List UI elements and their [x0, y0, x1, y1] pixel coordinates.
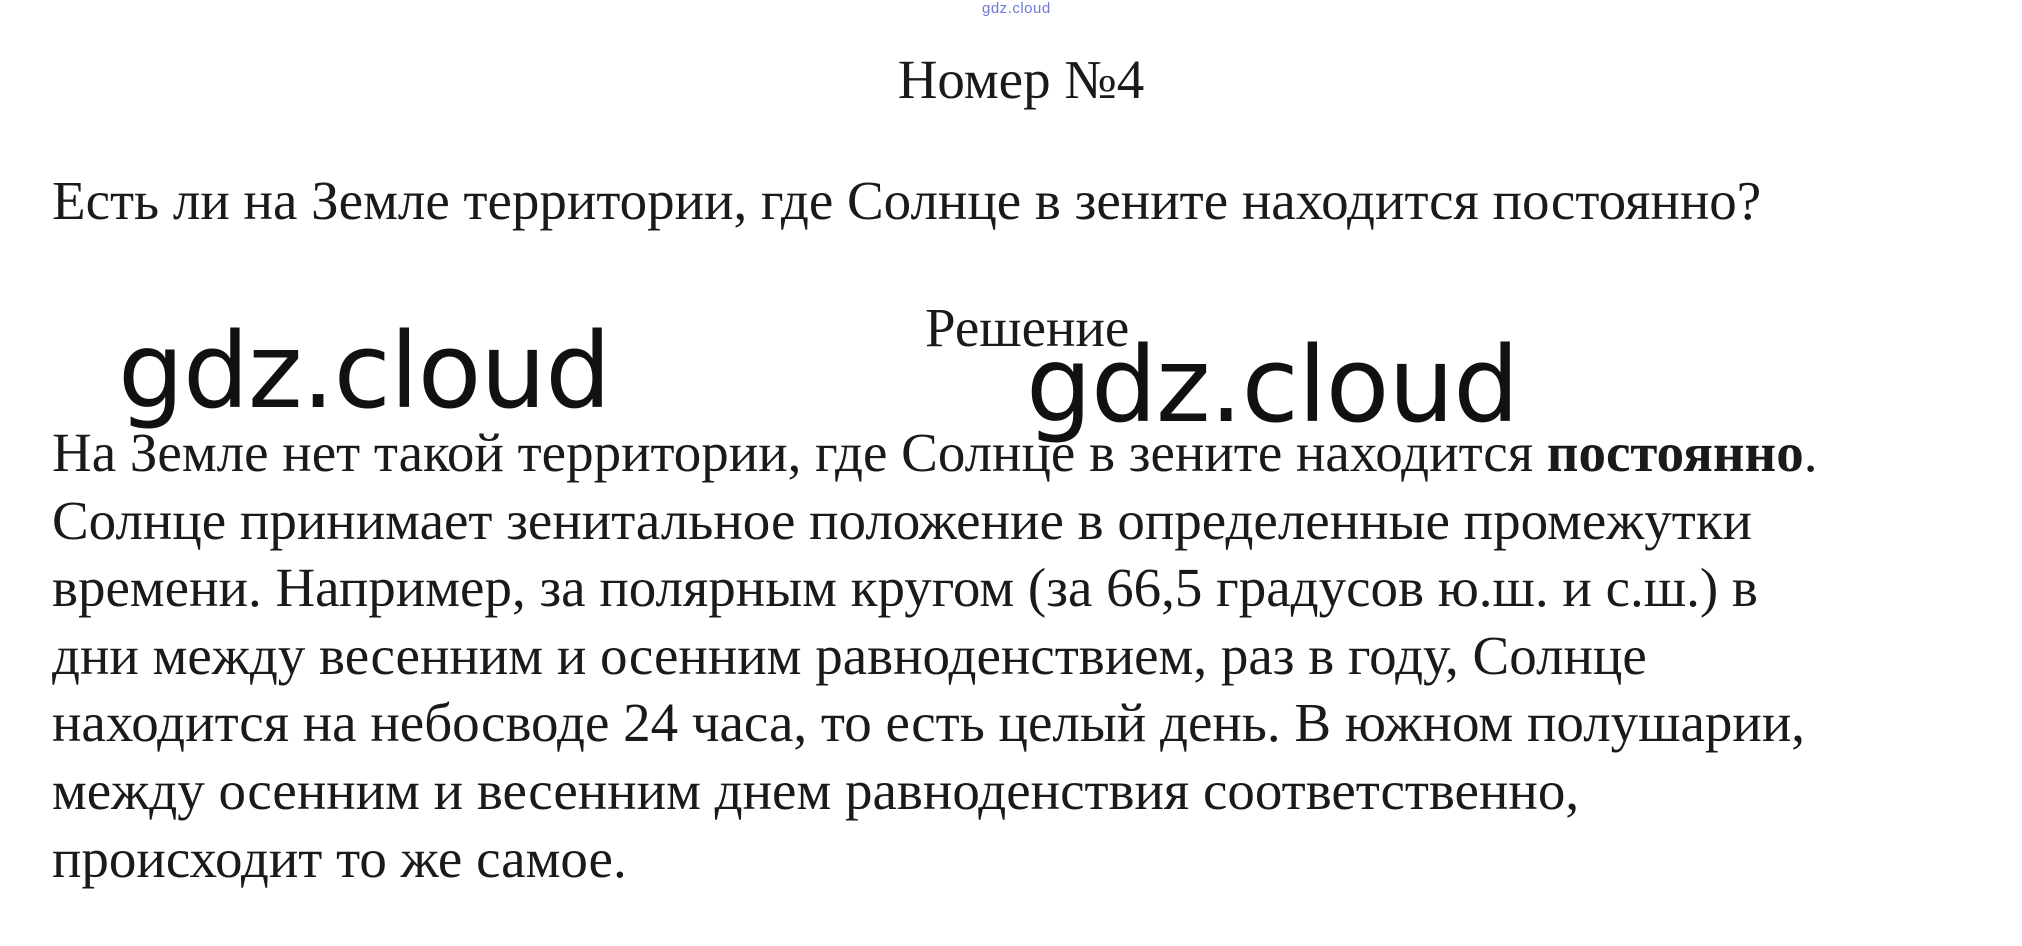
answer-paragraph — [52, 419, 2002, 892]
answer-line-6: между осенним и весенним днем равноденствия соответственно, — [52, 759, 1580, 821]
answer-emphasis: постоянно — [1546, 422, 1804, 483]
watermark-right: gdz.cloud — [1026, 324, 1519, 446]
question-text: Есть ли на Земле территории, где Солнце в зените находится постоянно? — [52, 170, 1762, 231]
answer-line-3: времени. Например, за полярным кругом (за 66,5 градусов ю.ш. и с.ш.) в — [52, 557, 1758, 619]
answer-line-1 — [52, 419, 2002, 487]
answer-line-5: находится на небосводе 24 часа, то есть целый день. В южном полушарии, — [52, 692, 1806, 754]
page-title: Номер №4 — [897, 49, 1145, 110]
answer-line-1-end: . — [1803, 422, 1818, 483]
answer-line-4: дни между весенним и осенним равноденствием, раз в году, Солнце — [52, 624, 1647, 686]
top-watermark: gdz.cloud — [982, 0, 1051, 17]
answer-line-2: Солнце принимает зенитальное положение в определенные промежутки — [52, 489, 1752, 551]
solution-heading: Решение — [925, 297, 1130, 358]
watermark-left: gdz.cloud — [118, 310, 611, 432]
answer-line-1-start: На Земле нет такой территории, где Солнце в зените находится — [52, 422, 1547, 483]
answer-line-7: происходит то же самое. — [52, 827, 627, 889]
